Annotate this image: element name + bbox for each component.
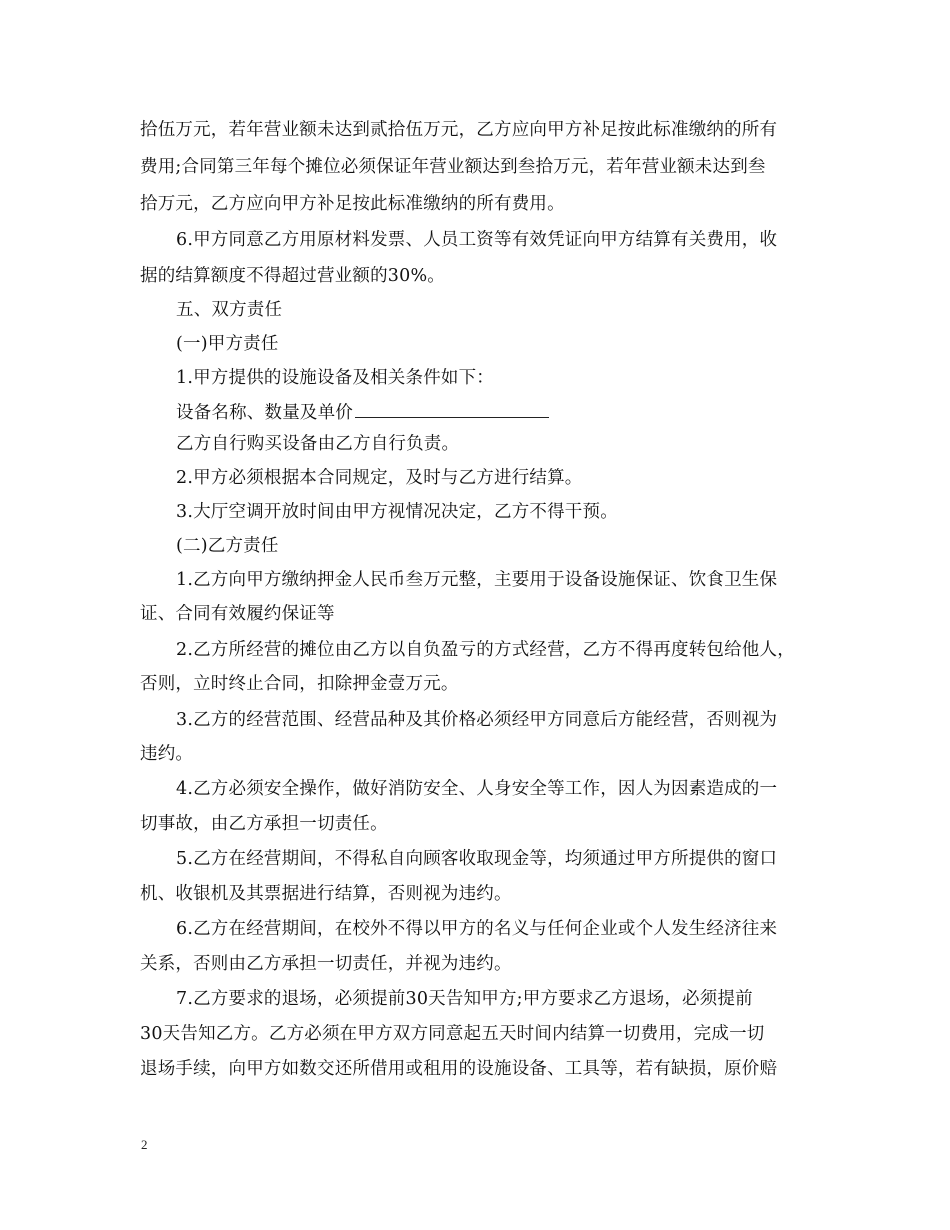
text-line: 7.乙方要求的退场，必须提前30天告知甲方;甲方要求乙方退场，必须提前 — [176, 989, 753, 1009]
text-line: 关系，否则由乙方承担一切责任，并视为违约。 — [140, 954, 512, 974]
text-line: 切事故，由乙方承担一切责任。 — [140, 814, 388, 834]
text-line: 拾伍万元，若年营业额未达到贰拾伍万元，乙方应向甲方补足按此标准缴纳的所有 — [140, 120, 778, 140]
text-line: 违约。 — [140, 744, 194, 764]
text-line: 据的结算额度不得超过营业额的30%。 — [140, 266, 445, 286]
text-line: 3.大厅空调开放时间由甲方视情况决定，乙方不得干预。 — [176, 502, 618, 522]
page-number: 2 — [141, 1137, 148, 1152]
text-line: 1.乙方向甲方缴纳押金人民币叁万元整，主要用于设备设施保证、饮食卫生保 — [176, 570, 778, 590]
text-line: 3.乙方的经营范围、经营品种及其价格必须经甲方同意后方能经营，否则视为 — [176, 710, 778, 730]
text-line: 1.甲方提供的设施设备及相关条件如下： — [176, 368, 494, 388]
section-heading: 五、双方责任 — [176, 300, 283, 320]
text-line: 乙方自行购买设备由乙方自行负责。 — [176, 434, 460, 454]
text-line: 30天告知乙方。乙方必须在甲方双方同意起五天时间内结算一切费用，完成一切 — [140, 1024, 765, 1044]
text-line: 拾万元，乙方应向甲方补足按此标准缴纳的所有费用。 — [140, 194, 565, 214]
text-line: 费用;合同第三年每个摊位必须保证年营业额达到叁拾万元，若年营业额未达到叁 — [140, 157, 766, 177]
equipment-label: 设备名称、数量及单价 — [176, 403, 353, 423]
text-line: 6.乙方在经营期间，在校外不得以甲方的名义与任何企业或个人发生经济往来 — [176, 919, 778, 939]
text-line: 机、收银机及其票据进行结算，否则视为违约。 — [140, 884, 512, 904]
text-line: 2.乙方所经营的摊位由乙方以自负盈亏的方式经营，乙方不得再度转包给他人， — [176, 640, 795, 660]
text-line-with-blank — [176, 399, 549, 425]
text-line: 2.甲方必须根据本合同规定，及时与乙方进行结算。 — [176, 468, 583, 488]
subsection-heading: (二)乙方责任 — [176, 536, 279, 556]
fill-in-blank — [355, 399, 549, 418]
subsection-heading: (一)甲方责任 — [176, 334, 279, 354]
text-line: 否则，立时终止合同，扣除押金壹万元。 — [140, 674, 459, 694]
text-line: 证、合同有效履约保证等 — [140, 604, 335, 624]
text-line: 6.甲方同意乙方用原材料发票、人员工资等有效凭证向甲方结算有关费用，收 — [176, 230, 778, 250]
text-line: 4.乙方必须安全操作，做好消防安全、人身安全等工作，因人为因素造成的一 — [176, 779, 778, 799]
text-line: 5.乙方在经营期间，不得私自向顾客收取现金等，均须通过甲方所提供的窗口 — [176, 849, 778, 869]
text-line: 退场手续，向甲方如数交还所借用或租用的设施设备、工具等，若有缺损，原价赔 — [140, 1059, 778, 1079]
